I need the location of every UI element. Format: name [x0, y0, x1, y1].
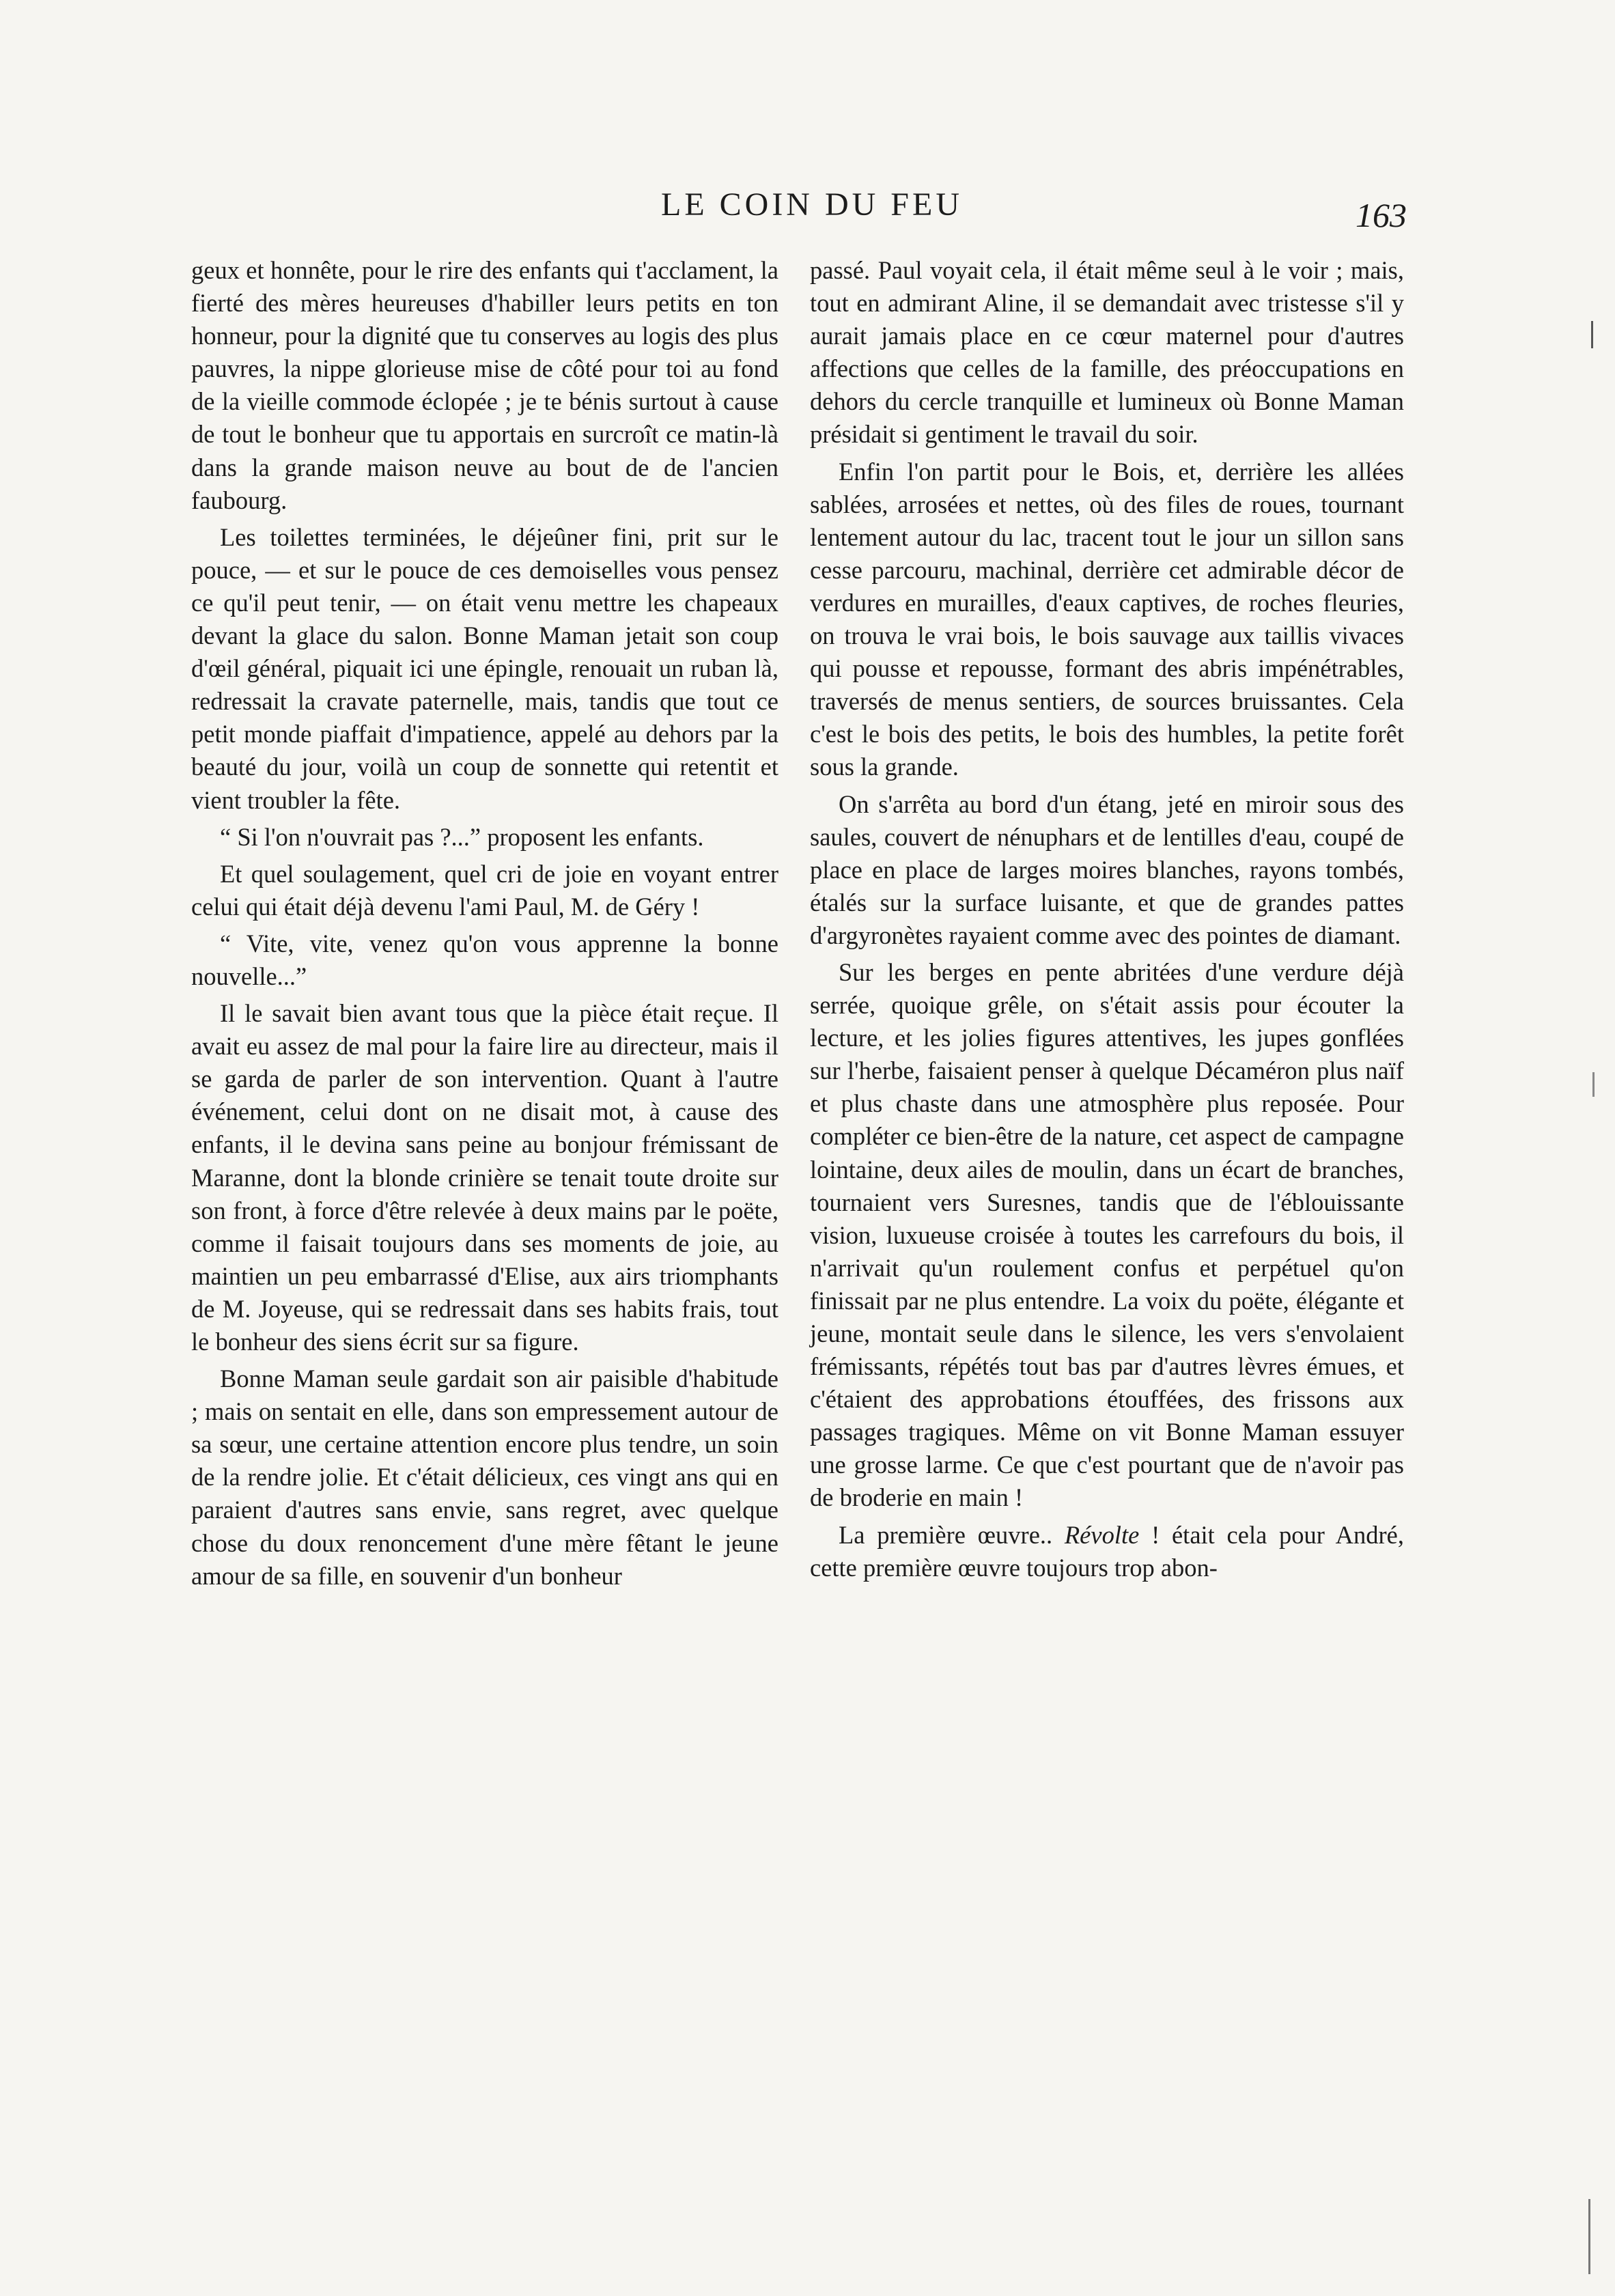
paragraph: Et quel soulagement, quel cri de joie en voyant entrer celui qui était déjà devenu l'ami Paul, M. de Géry !	[191, 859, 778, 921]
scan-edge-mark	[1592, 1072, 1595, 1097]
paragraph: Les toilettes terminées, le déjeûner fini, prit sur le pouce, — et sur le pouce de ces demoiselles vous pensez ce qu'il peut tenir, — on était venu mettre les chapeaux devant la glace du salon. Bonne Maman jetait son coup d'œil général, piquait ici une épingle, renouait un ruban là, redressait la cravate paternelle, mais, tandis que tout ce petit monde piaffait d'impatience, appelé au dehors par la beauté du jour, voilà un coup de sonnette qui retentit et vient troubler la fête.	[191, 522, 778, 814]
paragraph-text: ! était cela pour André, cette première œuvre toujours trop abon-	[810, 1520, 1404, 1582]
paragraph: Il le savait bien avant tous que la pièce était reçue. Il avait eu assez de mal pour la faire lire au directeur, mais il se garda de parler de son intervention. Quant à l'autre événement, celui dont on ne disait mot, à cause des enfants, il le devina sans peine au bonjour frémissant de Maranne, dont la blonde crinière se tenait toute droite sur son front, à force d'être relevée à deux mains par le poëte, comme il faisait toujours dans ses moments de joie, au maintien un peu embarrassé d'Elise, aux airs triomphants de M. Joyeuse, qui se redressait dans ses habits frais, tout le bonheur des siens écrit sur sa figure.	[191, 999, 778, 1356]
page-number: 163	[1356, 196, 1407, 234]
paragraph: passé. Paul voyait cela, il était même seul à le voir ; mais, tout en admirant Aline, il se demandait avec tristesse s'il y aurait jamais place en ce cœur maternel pour d'autres affections que celles de la famille, des préoccupations en dehors du cercle tranquille et lumineux où Bonne Maman présidait si gentiment le travail du soir.	[810, 256, 1404, 449]
scan-edge-mark	[1591, 321, 1593, 348]
paragraph	[810, 1519, 1404, 1584]
paragraph: “ Si l'on n'ouvrait pas ?...” proposent les enfants.	[220, 822, 704, 851]
scan-edge-mark	[1588, 2199, 1590, 2274]
paragraph: geux et honnête, pour le rire des enfants qui t'acclament, la fierté des mères heureuses d'habiller leurs petits en ton honneur, pour la dignité que tu conserves au logis des plus pauvres, la nippe glorieuse mise de côté pour toi au fond de la vieille commode éclopée ; je te bénis surtout à cause de tout le bonheur que tu apportais en surcroît ce matin-là dans la grande maison neuve au bout de de l'ancien faubourg.	[191, 256, 778, 514]
running-title: LE COIN DU FEU	[661, 186, 963, 223]
paragraph: Sur les berges en pente abritées d'une verdure déjà serrée, quoique grêle, on s'était assis pour écouter la lecture, et les jolies figures attentives, les jupes gonflées sur l'herbe, faisaient penser à quelque Décaméron plus naïf et plus chaste dans une atmosphère plus reposée. Pour compléter ce bien-être de la nature, cet aspect de campagne lointaine, deux ailes de moulin, dans un écart de branches, tournaient vers Suresnes, tandis que de l'éblouissante vision, luxueuse croisée à toutes les carrefours du bois, il n'arrivait qu'un roulement confus et perpétuel qu'on finissait par ne plus entendre. La voix du poëte, élégante et jeune, montait seule dans le silence, les vers s'envolaient frémissants, répétés tout bas par d'autres lèvres émues, et c'étaient des approbations étouffées, des frissons aux passages tragiques. Même on vit Bonne Maman essuyer une grosse larme. Ce que c'est pourtant que de n'avoir pas de broderie en main !	[810, 957, 1404, 1512]
paragraph: Enfin l'on partit pour le Bois, et, derrière les allées sablées, arrosées et nettes, où des files de roues, tournant lentement autour du lac, tracent tout le jour un sillon sans cesse parcouru, machinal, derrière cet admirable décor de verdures en murailles, d'eaux captives, de roches fleuries, on trouva le vrai bois, le bois sauvage aux taillis vivaces qui pousse et repousse, formant des abris impénétrables, traversés de menus sentiers, de sources bruissantes. Cela c'est le bois des petits, le bois des humbles, la petite forêt sous la grande.	[810, 457, 1404, 781]
paragraph: Bonne Maman seule gardait son air paisible d'habitude ; mais on sentait en elle, dans son empressement autour de sa sœur, une certaine attention encore plus tendre, un soin de la rendre jolie. Et c'était délicieux, ces vingt ans qui en paraient d'autres sans envie, sans regret, avec quelque chose du doux renoncement d'une mère fêtant le jeune amour de sa fille, en souvenir d'un bonheur	[191, 1364, 778, 1590]
paragraph: “ Vite, vite, venez qu'on vous apprenne la bonne nouvelle...”	[191, 929, 778, 990]
paragraph-text: La première œuvre..	[839, 1520, 1065, 1549]
paragraph: On s'arrêta au bord d'un étang, jeté en miroir sous des saules, couvert de nénuphars et de lentilles d'eau, coupé de place en place de larges moires blanches, rayons tombés, étalés sur la surface luisante, et que de grandes pattes d'argyronètes rayaient comme avec des pointes de diamant.	[810, 789, 1404, 949]
right-column	[810, 254, 1404, 1584]
left-column	[191, 254, 778, 1593]
work-title: Révolte	[1064, 1520, 1140, 1549]
page-header	[0, 186, 1615, 240]
